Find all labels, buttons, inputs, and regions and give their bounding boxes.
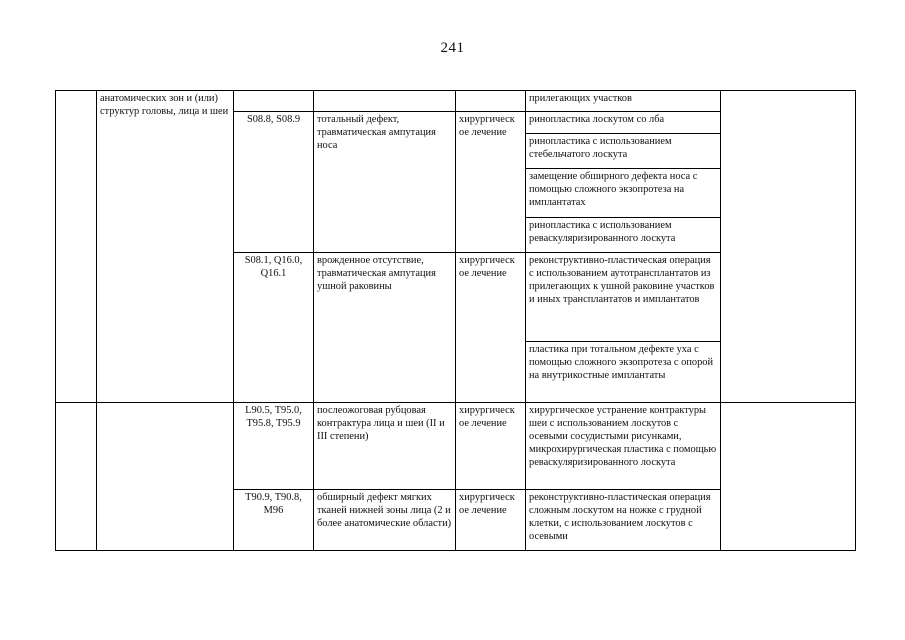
treatment-type-cell <box>456 112 526 253</box>
diagnosis-text: тотальный дефект, травматическая ампутация носа <box>317 114 436 151</box>
method-cell <box>526 112 721 134</box>
method-text: пластика при тотальном дефекте уха с помощью сложного экзопротеза с опорой на внутрикостные имплантаты <box>529 344 714 381</box>
code-cell <box>234 403 314 490</box>
diagnosis-cell <box>314 490 456 551</box>
treatment-type-text: хирургическ ое лечение <box>459 492 515 516</box>
treatment-type-cell <box>456 253 526 403</box>
method-cell <box>526 342 721 403</box>
code-cell <box>234 112 314 253</box>
extra-cell <box>721 91 856 403</box>
number-cell <box>56 91 97 403</box>
method-text: ринопластика с использованием стебельчатого лоскута <box>529 136 672 160</box>
treatment-type-text: хирургическ ое лечение <box>459 114 515 138</box>
treatment-type-cell <box>456 490 526 551</box>
method-text: реконструктивно-пластическая операция с использованием аутотрансплантатов из прилегающих к ушной раковине участков и иных трансплантатов и имплантатов <box>529 255 715 305</box>
section-label-cell <box>97 403 234 551</box>
icd-codes: T90.9, T90.8, M96 <box>245 492 302 516</box>
method-text: хирургическое устранение контрактуры шеи с использованием лоскутов с осевыми сосудистыми рисунками, микрохирургическая пластика с помощью реваскуляризированного лоскута <box>529 405 717 468</box>
method-cell <box>526 134 721 169</box>
diagnosis-cell <box>314 253 456 403</box>
diagnosis-cell <box>314 112 456 253</box>
diagnosis-text: обширный дефект мягких тканей нижней зоны лица (2 и более анатомические области) <box>317 492 452 529</box>
page-number: 241 <box>440 40 465 56</box>
icd-codes: S08.8, S08.9 <box>246 114 301 125</box>
section-label: анатомических зон и (или) структур головы, лица и шеи <box>100 93 229 117</box>
procedures-table <box>55 90 856 551</box>
diagnosis-text: послеожоговая рубцовая контрактура лица и шеи (II и III степени) <box>317 405 445 442</box>
diagnosis-text: врожденное отсутствие, травматическая ампутация ушной раковины <box>317 255 436 292</box>
diagnosis-cell <box>314 403 456 490</box>
table-row <box>56 403 856 490</box>
method-text: замещение обширного дефекта носа с помощью сложного экзопротеза на имплантатах <box>529 171 698 208</box>
section-label-cell <box>97 91 234 403</box>
method-text: ринопластика лоскутом со лба <box>529 114 665 125</box>
treatment-type-cell <box>456 403 526 490</box>
method-text: ринопластика с использованием реваскуляризированного лоскута <box>529 220 676 244</box>
diagnosis-cell <box>314 91 456 112</box>
method-cell <box>526 490 721 551</box>
method-text: прилегающих участков <box>529 93 632 104</box>
code-cell <box>234 490 314 551</box>
method-cell <box>526 169 721 218</box>
method-cell <box>526 91 721 112</box>
code-cell <box>234 91 314 112</box>
extra-cell <box>721 403 856 551</box>
icd-codes: L90.5, T95.0, T95.8, T95.9 <box>245 405 302 429</box>
code-cell <box>234 253 314 403</box>
method-cell <box>526 218 721 253</box>
method-text: реконструктивно-пластическая операция сложным лоскутом на ножке с грудной клетки, с использованием лоскутов с осевыми <box>529 492 711 542</box>
method-cell <box>526 403 721 490</box>
method-cell <box>526 253 721 342</box>
icd-codes: S08.1, Q16.0, Q16.1 <box>244 255 303 279</box>
treatment-type-text: хирургическ ое лечение <box>459 255 515 279</box>
table-row <box>56 91 856 112</box>
treatment-type-cell <box>456 91 526 112</box>
number-cell <box>56 403 97 551</box>
treatment-type-text: хирургическ ое лечение <box>459 405 515 429</box>
